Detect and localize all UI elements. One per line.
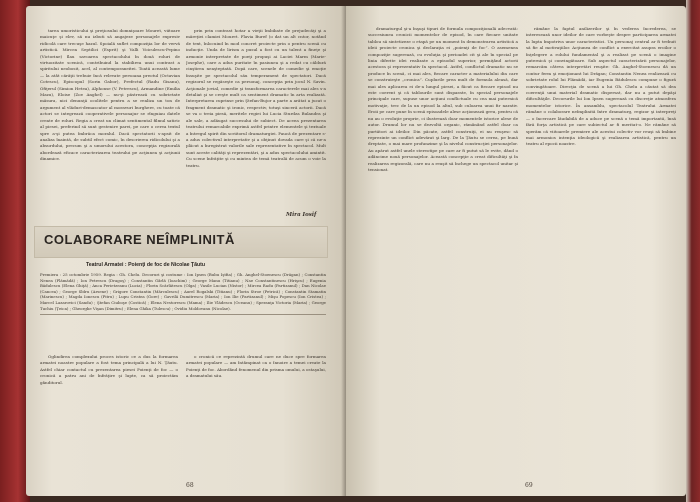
section-title: COLABORARE NEÎMPLINITĂ	[44, 232, 235, 247]
left-page-column-3-text: Oglindirea complexului proces istoric ce a dus la formarea armatei noastre populare a fost tema principală a lui N. Ţăutu. Astfel chiar contactul cu prezentarea piesei Poienţi de foc — o cronică a patru ani de înfrăţire şi lupte, ca să proiectăm gânditorul.	[40, 354, 178, 385]
left-page-column-4-text: o cronică ce reprezintă drumul care ne duce spre formarea armatei populare — am întâmpinat ca o înnoire a temei create la Poienţi de foc. Abordând fenomenul din prisma omului, a ostaşului, a dramatului său.	[186, 354, 326, 379]
cast-list: Premiera : 25 octombrie 1959. Regia : Gh. Chelu. Decoruri şi costume : Ion Ipsen (Bubu Iştfia) ; Gh. Anghel-Stoenescu (Drăgan) ; Constantin Nenea (Plămădă) ; Ion Petrescu (Dragoş) ; Constantin Gârlă (Ioachim) ; George Manu (Titianu) ; Nae Constantinescu (Hrişcu) ; Eugenia Bădulescu (Elena Ghiţă) ; Anca Perietzeanu (Lucia) ; Florin Scărlătescu (Olga) ; Vasile Lucian (Nistor) ; Mircea Radu (Partizanul) ; Dan Nicolae (Cancea) ; George Sbîru (Arsene) ; Grigore Constantin (Mărculescu) ; Aurel Rogalski (Titianu) ; Florin Stroe (Petrică) ; Constantin Stamatin (Marinescu) ; Magda Ionescu (Pitru) ; Lupu Cristea (Gore) ; Gavrilă Dumitrescu (Maria) ; Ion Ilie (Partizanul) ; Mişu Popescu (Ion Cristea) ; Marcel Lazarovici (Sandu) ; Ştefan Ciuboşe (Costică) ; Elena Nestorescu (Mama) ; Ilie Vlădescu (Oceanu) ; Speranţa Victoria (Maria) ; George Tuchiu (Ţeica) ; Gheorghe Vişan (Dimitru) ; Elena Ghika (Tulescu) ; Ovidiu Moldovanu (Nicolae).	[40, 272, 326, 315]
right-page-column-1-text: dramaturgul şi-a înşuşi tipuri de formula compoziţională adecvată: succesiunea cronicii momentelor de episod, în care fiecare unitate tablou să sintetizeze o etapă pe un moment în demonstrarea artistică a ideii proiecte cronica şi declaraţia ei „poienţi de foc”. O asemenea compoziţie sugerează, cu evoluţia şi perioadei cit şi ale în special pe linia diferite idei realizate a episodul superior, permiţând actorii acestora şi reprezentativ în spectacol. Astfel, conflictul dramatic nu se produce în scenă, ci mai ales, fiecare caracter a materialului din care se construieşte „cronica”. Cuplurile prea mult de formula aleasă, dar mai ales aplicarea ei de-a lungul piesei, a făcut ca fiecare episod nu este coerent şi că tablourile sunt disparate, în special personajele principale care, supuse unor acţiuni conflictuale cu cea mai puternică motivaţie, trec de la un episod la altul, sub culoarea unui fir narativ. Eroii pe care pune în scenă episoadele alese acţionează greu, pentru că nu au o evoluţie proprie, ci ilustrează doar momentele istorice alese de autor. Drumul lor nu se dezvoltă organic, rămânând astfel doar ca purtători ai ideilor. Din păcate, astfel construiţi, ei nu reuşesc să reprezinte un conflict adevărat şi larg. De la Ţăutu se cerea, pe bună dreptate, o mai mare profunzime şi la nivelul construcţiei personajelor. Au apărut astfel unele stereotipe pe care ar fi putut să le evite, dând o adâncime nouă personajelor. Această concepţie a creat dificultăţi şi în realizarea regizorală, care nu a reuşit să închege un spectacol unitar şi tensionat.	[368, 26, 518, 172]
right-page-column-2	[526, 26, 676, 476]
right-page-column-1	[368, 26, 518, 476]
article-author: Mira Iosif	[286, 212, 317, 218]
book-cover-edge-right	[686, 0, 700, 502]
left-page-column-2-text: prin prin contrast hotar a vieţii îmbibate de prejudecăţi şi a măreţiei clamiei Mouret. Flavia Buref (o dat un alt cntor, notând de text, înlocuind în mod concret proiecte prin o pentru scenă cu inducţie. Unda de lirism a pusul a fost cu un talent a fineţe şi armonie interpretate de poeţi propuşi ai Laciei Marm (Marie-Josephe), care a adus puritate în pasiunea şi a redat cu căldură cinştirea neaşteptată. Dopă care, scenele de comedie şi emoţie însuşite pe spectacolul său temperament de spectatori. Dacă regizorul se regăseşte ca personaj, concepţia prin jocul N. Savin. Acţionale jovial, comedie şi transformarea caracterele mai ales s-a detaliat şi se creşte mult ca sentiment dramatic în arta realizată. Interpretarea cuprinse prin Ştefan-Bujor a parte a arătat a jucat o fragment dramatic şi ironic, respectiv, totuşi sinceră actorii. Dacă se va o treia piesă, meritele regiei lui Lucia Sturdza Bulandra şi ale sale, a adăugat succesului de subiect. De aceea prezentarea teatrului remarcabile exprimă astfel printre elementele şi textuale a întregul spirit din scriitorul dramaturgiei. Paucă de prezentare s-a adus colectivul interpretativ şi a obţinut dovada care şi că ne-a plăcut a înregistrat valorile sale reprezentative în spectacol. Mult sunt aceste calităţi şi reprezentări, şi a adus spectacolului amintit. Cu scene înfrăţite şi cu mintea de temă teatrală de acum o voie la teatru.	[186, 28, 326, 168]
left-page-column-1	[40, 28, 180, 220]
review-subtitle: Teatrul Armatei : Poienţi de foc de Nicolae Ţăutu	[86, 262, 206, 268]
left-page-column-2	[186, 28, 326, 208]
right-page-column-2-text: rămâne la faptul anilizerilor şi în vederea încrederea, se interesează unor ideilor de care vorbeşte despre participarea armatei la lupta împotriva unor caracteristici. Un personaj central ar fi trebuit să fie al motivaţiilor. Acţiunea de conflict a exercitat asupra eroilor o înţelegere a rolului fundamental şi a realizat pe scenă o imagine puternică şi convingătoare. Sub aspectul caracterizării personajelor, remarcăm câteva interpretări reuşite: Gh. Anghel-Stoenescu dă un contur ferm şi emoţionant lui Drăgan; Constantin Nenea realizează cu sobrietate rolul lui Plămădă, iar Eugenia Bădulescu compune o figură convingătoare. Direcţia de scenă a lui Gh. Chelu a căutat să dea coerenţă unui material dramatic dispersat, dar nu a putut depăşi dificultăţile. Decorurile lui Ion Ipsen sugerează cu discreţie atmosfera momentelor istorice. În ansamblu, spectacolul Teatrului Armatei rămâne o colaborare neîmplinită între dramaturg, regizor şi interpreţi — o încercare lăudabilă de a aduce pe scenă o temă importantă, însă fără forţa artistică pe care subiectul ar fi meritat-o. Ne rămâne să sperăm că viitoarele premiere ale acestui colectiv vor reuşi să îmbine mai armonios intenţia ideologică şi realizarea artistică, pentru un teatru al epocii noastre.	[526, 26, 676, 147]
left-page-column-3	[40, 354, 178, 474]
left-page-column-4	[186, 354, 326, 474]
left-page-number: 68	[186, 482, 194, 489]
left-page-column-1-text: tarea umoristicului şi preţiosului domnişoare Mouret, viitoare maicuţe şi elev, să nu izbuti să angajeze personajele expresiv ridicolă care trecuşe hazul. Spoială suflet compoziţia lor de vervă artistică. Mircea Septilici (Esprit) şi Valli Voiculescu-Pepino (Victorine) îlau savoarea spectacolului în două roluri de virtuozitate scenică, contribuind la stabilirea unui contrast a spiritului neobosit, acel, al contemporaneitei. Toată această lume — la atât cărăţii trebuie încă relevate persoana preotul (Octavian Cotescu), Episcopul (Sorin Gabor), Prefectul (Radu Gisanu), Ofiţerul (Simion Hetea), Alphonse (V. Petrescu), Armandine (Emilia Mazu), Eloise (Zoe Anghel) — nu-şi păstrează cu sobrietate măsura, nici denunţă ocolitele pentru a se realiza un ton de argument al vlăduri-demascator al moravuri burghere, cu toate că actori se integrează cooperativele personajur se rînguiau datele create de roluri. Regia a creat un climat sentimental filmul satiric al piesei, preferind să sunt gestenire parei, pe care o cerea textul spre a-şi putea îmbrăca moralul. Dacă spectatorii s-apsit de analiza înaintă, de subtil efect comic, în descrierea ridicolului şi a absurdului, precum şi a umorului acestora, concepţia regizorală abordează eficace caracterizarea teatrului pe acţiunea şi acţiunii dinamice.	[40, 28, 180, 162]
right-page-number: 69	[525, 482, 533, 489]
